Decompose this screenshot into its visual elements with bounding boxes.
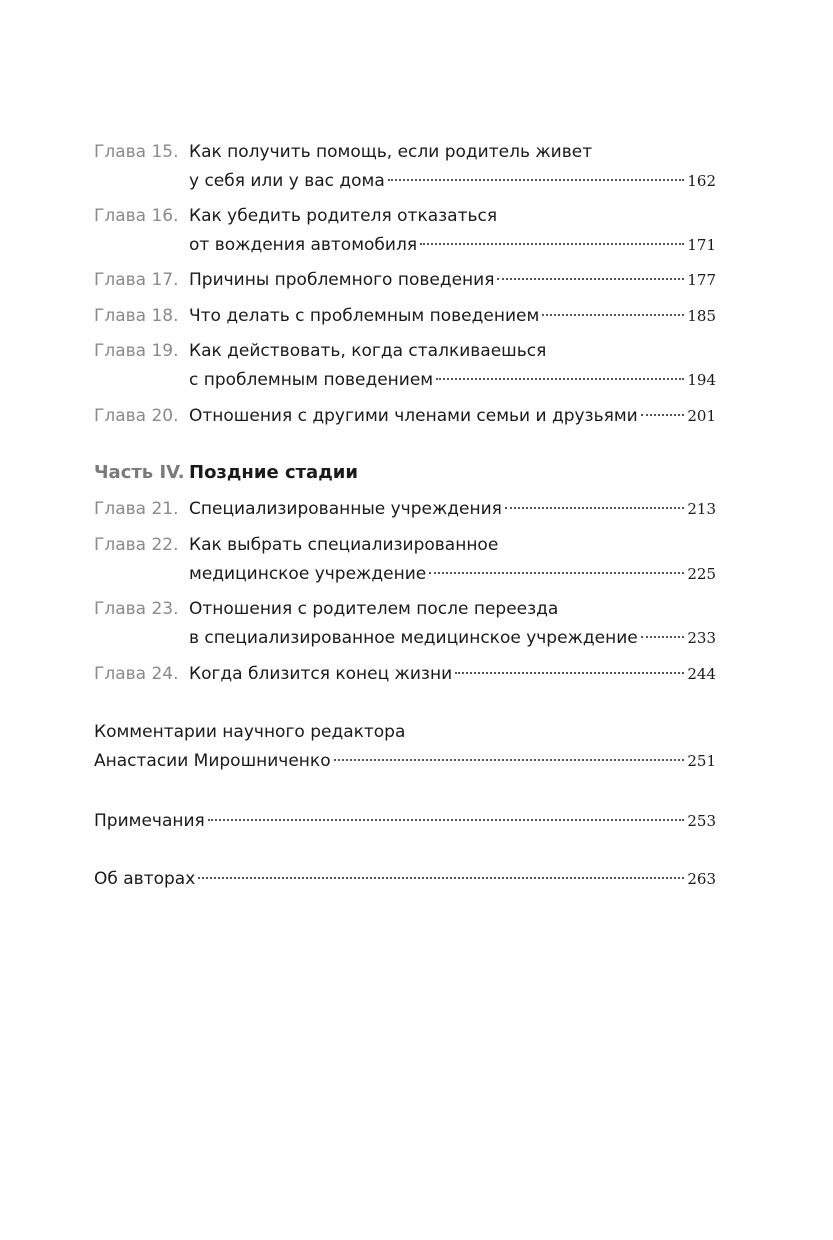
dot-leader xyxy=(641,414,685,416)
toc-entry-ch16 xyxy=(94,203,716,229)
entry-title-line2: Анастасии Мирошниченко xyxy=(94,751,331,771)
chapter-title-line2: от вождения автомобиля xyxy=(189,235,418,255)
chapter-title-line2: с проблемным поведением xyxy=(189,370,434,390)
part-title: Поздние стадии xyxy=(189,462,358,483)
dot-leader xyxy=(198,877,684,879)
toc-entry-about-authors[interactable] xyxy=(94,866,716,892)
chapter-title-line1: Как получить помощь, если родитель живет xyxy=(189,142,593,162)
page-number: 251 xyxy=(687,752,716,770)
chapter-title-line2: в специализированное медицинское учреждение xyxy=(189,628,638,648)
dot-leader xyxy=(208,819,685,821)
toc-entry-ch15-line2[interactable] xyxy=(94,168,716,194)
toc-entry-ch23 xyxy=(94,596,716,622)
page-number: 171 xyxy=(687,236,716,254)
toc-entry-ch16-line2[interactable] xyxy=(94,232,716,258)
chapter-title-line2: медицинское учреждение xyxy=(189,564,427,584)
page-number: 225 xyxy=(687,565,716,583)
chapter-label: Глава 15. xyxy=(94,142,179,162)
toc-entry-ch23-line2[interactable] xyxy=(94,625,716,651)
dot-leader xyxy=(641,636,685,638)
part-label: Часть IV. xyxy=(94,462,185,483)
chapter-title-line2: у себя или у вас дома xyxy=(189,171,385,191)
chapter-label: Глава 22. xyxy=(94,535,179,555)
dot-leader xyxy=(542,314,684,316)
toc-entry-editor-comments-line2[interactable] xyxy=(94,748,716,774)
entry-title-line1: Комментарии научного редактора xyxy=(94,722,406,742)
toc-entry-ch22 xyxy=(94,532,716,558)
toc-entry-ch19 xyxy=(94,338,716,364)
page-number: 201 xyxy=(687,407,716,425)
toc-entry-ch20[interactable] xyxy=(94,403,716,429)
dot-leader xyxy=(334,759,685,761)
page-number: 233 xyxy=(687,629,716,647)
dot-leader xyxy=(497,278,684,280)
page-number: 194 xyxy=(687,371,716,389)
toc-entry-ch18[interactable] xyxy=(94,303,716,329)
toc-entry-ch17[interactable] xyxy=(94,267,716,293)
dot-leader xyxy=(436,378,684,380)
toc-part-4 xyxy=(94,460,716,486)
page-number: 253 xyxy=(687,812,716,830)
chapter-title-line1: Как выбрать специализированное xyxy=(189,535,499,555)
chapter-label: Глава 20. xyxy=(94,406,179,426)
page-number: 213 xyxy=(687,500,716,518)
chapter-title: Причины проблемного поведения xyxy=(189,270,495,290)
chapter-title: Специализированные учреждения xyxy=(189,499,502,519)
chapter-label: Глава 17. xyxy=(94,270,179,290)
page-number: 263 xyxy=(687,870,716,888)
chapter-title: Отношения с другими членами семьи и друзьями xyxy=(189,406,638,426)
entry-title: Об авторах xyxy=(94,869,196,889)
dot-leader xyxy=(505,507,684,509)
toc-entry-ch22-line2[interactable] xyxy=(94,561,716,587)
entry-title: Примечания xyxy=(94,811,205,831)
dot-leader xyxy=(388,179,685,181)
page-number: 185 xyxy=(687,307,716,325)
page-number: 177 xyxy=(687,271,716,289)
chapter-title-line1: Отношения с родителем после переезда xyxy=(189,599,559,619)
dot-leader xyxy=(429,572,684,574)
toc-entry-ch15 xyxy=(94,139,716,165)
toc-entry-notes[interactable] xyxy=(94,808,716,834)
chapter-label: Глава 18. xyxy=(94,306,179,326)
chapter-title-line1: Как действовать, когда сталкиваешься xyxy=(189,341,547,361)
dot-leader xyxy=(455,672,684,674)
chapter-label: Глава 24. xyxy=(94,664,179,684)
toc-entry-ch19-line2[interactable] xyxy=(94,367,716,393)
chapter-label: Глава 19. xyxy=(94,341,179,361)
chapter-title: Когда близится конец жизни xyxy=(189,664,453,684)
page-number: 244 xyxy=(687,665,716,683)
chapter-title-line1: Как убедить родителя отказаться xyxy=(189,206,498,226)
toc-entry-ch21[interactable] xyxy=(94,496,716,522)
toc-entry-ch24[interactable] xyxy=(94,661,716,687)
chapter-label: Глава 21. xyxy=(94,499,179,519)
chapter-label: Глава 23. xyxy=(94,599,179,619)
chapter-label: Глава 16. xyxy=(94,206,179,226)
dot-leader xyxy=(420,243,684,245)
chapter-title: Что делать с проблемным поведением xyxy=(189,306,540,326)
page-number: 162 xyxy=(687,172,716,190)
toc-entry-editor-comments xyxy=(94,719,716,745)
